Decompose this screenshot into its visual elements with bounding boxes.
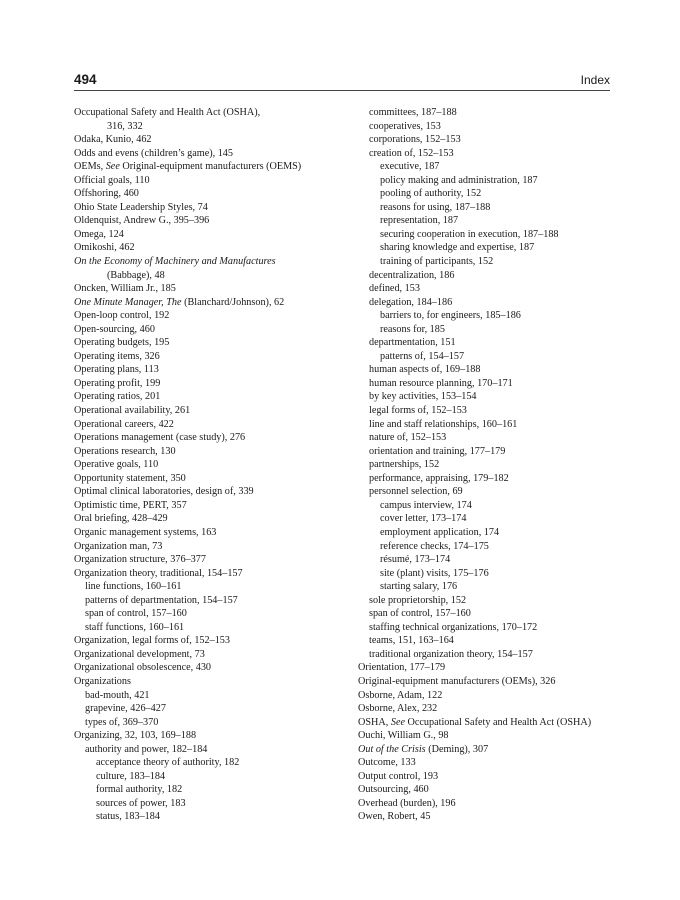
index-entry [358,770,618,784]
entry-text: OEMs, [74,161,106,173]
entry-text: Omega, 124 [74,228,124,240]
entry-text: bad-mouth, 421 [85,689,150,701]
entry-text: Optimistic time, PERT, 357 [74,499,187,511]
entry-text: patterns of, 154–157 [380,350,465,362]
entry-text: committees, 187–188 [369,107,457,118]
entry-text: patterns of departmentation, 154–157 [85,594,238,606]
index-entry [358,783,618,797]
entry-text: Oldenquist, Andrew G., 395–396 [74,215,210,227]
entry-italic-text: Out of the Crisis [358,743,426,755]
index-entry [74,228,344,242]
index-subentry [358,634,618,648]
index-subentry [358,147,618,161]
entry-text: grapevine, 426–427 [85,703,166,715]
entry-text: Organizational development, 73 [74,648,205,660]
entry-text: executive, 187 [380,161,440,173]
index-entry [74,648,344,662]
entry-text: Operating budgets, 195 [74,337,170,349]
entry-text: Organization, legal forms of, 152–153 [74,635,230,647]
index-entry [74,363,344,377]
entry-text: acceptance theory of authority, 182 [96,757,240,769]
index-subentry [358,526,618,540]
entry-text: 316, 332 [107,120,143,132]
index-entry [74,404,344,418]
index-entry [358,810,618,824]
index-entry [74,390,344,404]
index-subentry [74,607,344,621]
entry-text: Odaka, Kunio, 462 [74,134,152,146]
index-subentry [358,621,618,635]
index-column-left [74,106,344,824]
entry-text: starting salary, 176 [380,581,458,593]
entry-text: Operating plans, 113 [74,364,159,376]
index-entry [358,689,618,703]
index-subentry [358,472,618,486]
index-entry [74,540,344,554]
index-entry [74,458,344,472]
entry-text: pooling of authority, 152 [380,188,482,200]
index-entry [74,336,344,350]
index-entry [358,756,618,770]
entry-text: Official goals, 110 [74,174,150,186]
index-entry [358,729,618,743]
entry-text: Operating ratios, 201 [74,391,161,403]
running-head: Index [580,73,610,87]
index-subentry [74,689,344,703]
entry-text: Original-equipment manufacturers (OEMs), 326 [358,675,556,687]
index-entry [74,174,344,188]
index-subentry [358,255,618,269]
entry-text: personnel selection, 69 [369,486,463,498]
index-entry [74,255,344,269]
entry-text: Operational availability, 261 [74,405,191,417]
index-subentry [358,499,618,513]
entry-text: (Deming), 307 [425,743,489,755]
index-subentry [358,418,618,432]
index-subentry [358,512,618,526]
index-entry [74,634,344,648]
entry-text: Output control, 193 [358,770,439,782]
index-subentry [358,214,618,228]
index-entry [74,675,344,689]
index-entry [74,512,344,526]
index-entry [74,350,344,364]
entry-text: delegation, 184–186 [369,296,453,308]
entry-text: OSHA, [358,716,391,728]
entry-text: Ohio State Leadership Styles, 74 [74,201,208,213]
index-entry [74,241,344,255]
entry-text: cover letter, 173–174 [380,513,467,525]
index-subentry [74,702,344,716]
index-subentry [358,377,618,391]
entry-text: Osborne, Adam, 122 [358,689,443,701]
index-entry [358,743,618,757]
entry-italic-text: One Minute Manager, The [74,296,182,308]
entry-italic-text: See [105,161,120,173]
entry-text: Organization theory, traditional, 154–157 [74,567,243,579]
index-entry [74,282,344,296]
entry-text: reference checks, 174–175 [380,540,489,552]
index-subentry [358,458,618,472]
index-entry [74,499,344,513]
index-subentry [358,404,618,418]
index-column-right [358,106,618,824]
index-entry [358,661,618,675]
index-subentry [74,783,344,797]
index-entry [74,296,344,310]
entry-text: Overhead (burden), 196 [358,797,456,809]
entry-italic-text: On the Economy of Machinery and Manufactures [74,256,276,268]
entry-text: Original-equipment manufacturers (OEMS) [119,161,302,173]
entry-text: site (plant) visits, 175–176 [380,567,489,579]
entry-text: Odds and evens (children’s game), 145 [74,147,233,159]
index-subentry [358,106,618,120]
entry-italic-text: See [390,716,405,728]
entry-text: legal forms of, 152–153 [369,405,467,417]
entry-text: Organizations [74,675,131,687]
index-entry [74,160,344,174]
index-subentry [358,580,618,594]
entry-text: Offshoring, 460 [74,188,139,200]
entry-text: Occupational Safety and Health Act (OSHA), [74,107,261,118]
index-entry [74,214,344,228]
entry-text: culture, 183–184 [96,770,166,782]
index-entry [358,716,618,730]
index-entry [74,472,344,486]
entry-text: span of control, 157–160 [85,608,187,620]
entry-text: corporations, 152–153 [369,134,461,146]
entry-text: Organic management systems, 163 [74,526,217,538]
entry-text: human aspects of, 169–188 [369,364,481,376]
entry-text: Open-loop control, 192 [74,310,170,322]
entry-text: barriers to, for engineers, 185–186 [380,310,521,322]
entry-text: sources of power, 183 [96,797,186,809]
entry-text: (Babbage), 48 [107,269,165,281]
entry-text: span of control, 157–160 [369,608,471,620]
entry-text: authority and power, 182–184 [85,743,208,755]
entry-text: partnerships, 152 [369,459,440,471]
entry-text: reasons for using, 187–188 [380,201,491,213]
index-subentry [358,363,618,377]
index-entry-continuation [74,269,344,283]
index-entry [74,445,344,459]
entry-text: Oral briefing, 428–429 [74,513,168,525]
index-entry [74,187,344,201]
entry-text: by key activities, 153–154 [369,391,477,403]
index-subentry [358,174,618,188]
entry-text: formal authority, 182 [96,784,183,796]
index-subentry [358,309,618,323]
entry-text: Occupational Safety and Health Act (OSHA) [404,716,592,728]
entry-text: orientation and training, 177–179 [369,445,506,457]
entry-text: Organization man, 73 [74,540,163,552]
entry-text: staffing technical organizations, 170–172 [369,621,538,633]
index-entry [358,675,618,689]
index-subentry [358,323,618,337]
entry-text: Ouchi, William G., 98 [358,730,449,742]
index-subentry [358,187,618,201]
index-subentry [358,120,618,134]
index-entry [358,797,618,811]
index-entry [74,323,344,337]
index-entry [74,431,344,445]
index-entry [74,567,344,581]
index-subentry [358,485,618,499]
entry-text: line and staff relationships, 160–161 [369,418,518,430]
index-subentry [358,201,618,215]
index-subentry [74,621,344,635]
page-header [74,70,610,91]
entry-text: Open-sourcing, 460 [74,323,155,335]
index-subentry [358,228,618,242]
entry-text: staff functions, 160–161 [85,621,185,633]
entry-text: Optimal clinical laboratories, design of, 339 [74,486,254,498]
entry-text: Opportunity statement, 350 [74,472,186,484]
entry-text: Organizational obsolescence, 430 [74,662,212,674]
index-entry [74,106,344,120]
index-subentry [74,770,344,784]
entry-text: types of, 369–370 [85,716,159,728]
index-subentry [358,350,618,364]
entry-text: departmentation, 151 [369,337,456,349]
entry-text: reasons for, 185 [380,323,445,335]
entry-text: Osborne, Alex, 232 [358,703,438,715]
entry-text: defined, 153 [369,283,420,295]
entry-text: cooperatives, 153 [369,120,441,132]
entry-text: traditional organization theory, 154–157 [369,648,533,660]
entry-text: campus interview, 174 [380,499,472,511]
entry-text: Operations management (case study), 276 [74,432,246,444]
index-entry [74,418,344,432]
entry-text: human resource planning, 170–171 [369,377,513,389]
index-entry [74,147,344,161]
index-subentry [358,648,618,662]
index-subentry [358,594,618,608]
index-entry [358,702,618,716]
index-entry [74,526,344,540]
index-entry [74,201,344,215]
entry-text: Operational careers, 422 [74,418,174,430]
entry-text: nature of, 152–153 [369,432,447,444]
entry-text: securing cooperation in execution, 187–188 [380,228,559,240]
index-subentry [358,241,618,255]
index-entry [74,133,344,147]
entry-text: line functions, 160–161 [85,581,182,593]
entry-text: Organization structure, 376–377 [74,554,206,566]
index-subentry [358,296,618,310]
index-subentry [74,756,344,770]
entry-text: sharing knowledge and expertise, 187 [380,242,535,254]
index-entry [74,485,344,499]
entry-text: sole proprietorship, 152 [369,594,467,606]
entry-text: employment application, 174 [380,526,500,538]
index-subentry [358,282,618,296]
index-subentry [358,445,618,459]
index-subentry [74,797,344,811]
entry-text: teams, 151, 163–164 [369,635,454,647]
index-subentry [358,390,618,404]
entry-text: policy making and administration, 187 [380,174,538,186]
entry-text: training of participants, 152 [380,256,494,268]
entry-text: Orientation, 177–179 [358,662,446,674]
entry-text: résumé, 173–174 [380,554,451,566]
index-entry [74,729,344,743]
entry-text: creation of, 152–153 [369,147,454,159]
index-entry [74,309,344,323]
index-subentry [358,269,618,283]
index-entry [74,553,344,567]
index-subentry [358,160,618,174]
index-subentry [358,540,618,554]
index-subentry [74,810,344,824]
index-subentry [74,580,344,594]
entry-text: Outcome, 133 [358,757,416,769]
index-subentry [358,553,618,567]
entry-text: Outsourcing, 460 [358,784,429,796]
entry-text: performance, appraising, 179–182 [369,472,509,484]
index-subentry [74,594,344,608]
index-entry [74,661,344,675]
entry-text: Omikoshi, 462 [74,242,135,254]
index-subentry [74,743,344,757]
index-subentry [358,431,618,445]
entry-text: Oncken, William Jr., 185 [74,283,176,295]
index-subentry [358,567,618,581]
index-subentry [358,133,618,147]
entry-text: (Blanchard/Johnson), 62 [181,296,285,308]
entry-text: status, 183–184 [96,811,160,823]
entry-text: Owen, Robert, 45 [358,811,431,823]
entry-text: Operating profit, 199 [74,377,161,389]
index-entry [74,377,344,391]
index-subentry [358,607,618,621]
index-entry-continuation [74,120,344,134]
index-subentry [358,336,618,350]
entry-text: Operative goals, 110 [74,459,159,471]
entry-text: decentralization, 186 [369,269,455,281]
entry-text: Organizing, 32, 103, 169–188 [74,730,197,742]
index-subentry [74,716,344,730]
entry-text: Operating items, 326 [74,350,160,362]
entry-text: Operations research, 130 [74,445,176,457]
page-number: 494 [74,72,97,87]
entry-text: representation, 187 [380,215,459,227]
